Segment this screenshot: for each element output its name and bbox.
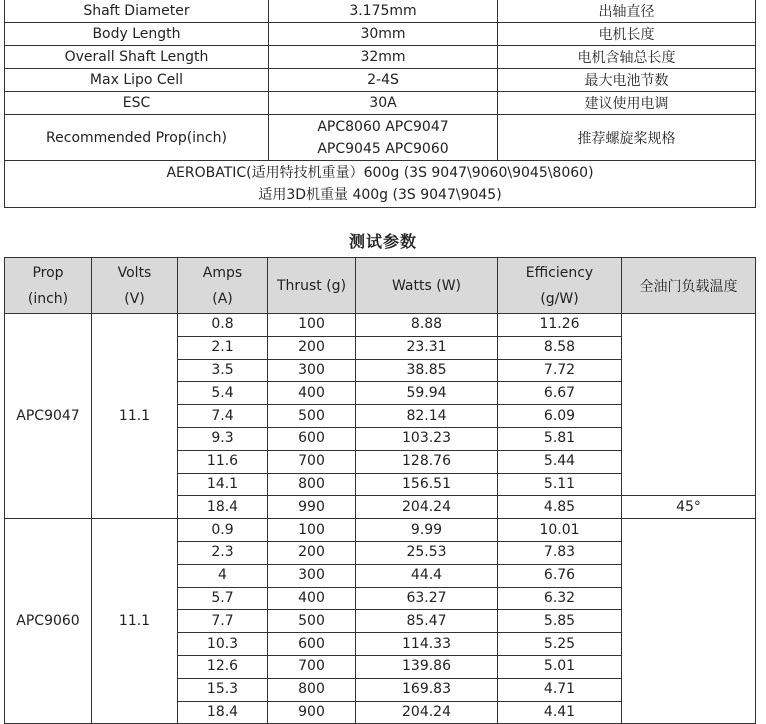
test-header-row xyxy=(5,258,756,314)
cell-efficiency: 4.71 xyxy=(498,678,622,701)
spec-row-aerobatic xyxy=(5,161,756,208)
cell-thrust: 100 xyxy=(268,314,356,337)
cell-efficiency: 10.01 xyxy=(498,519,622,542)
spec-label-cn: 推荐螺旋桨规格 xyxy=(498,115,756,161)
cell-efficiency: 5.85 xyxy=(498,610,622,633)
cell-temperature xyxy=(622,519,756,724)
cell-watts: 114.33 xyxy=(356,633,498,656)
cell-amps: 7.4 xyxy=(178,405,268,428)
cell-thrust: 300 xyxy=(268,564,356,587)
test-section-title: 测试参数 xyxy=(348,232,417,251)
cell-watts: 169.83 xyxy=(356,678,498,701)
cell-thrust: 800 xyxy=(268,678,356,701)
spec-row xyxy=(5,46,756,69)
cell-amps: 0.8 xyxy=(178,314,268,337)
cell-amps: 12.6 xyxy=(178,655,268,678)
cell-amps: 14.1 xyxy=(178,473,268,496)
header-volts: Volts (V) xyxy=(92,258,178,314)
spec-value: 30mm xyxy=(269,23,498,46)
spec-label-cn: 出轴直径 xyxy=(498,0,756,23)
cell-amps: 18.4 xyxy=(178,496,268,519)
cell-thrust: 100 xyxy=(268,519,356,542)
cell-watts: 82.14 xyxy=(356,405,498,428)
cell-watts: 23.31 xyxy=(356,336,498,359)
spec-label-en: Max Lipo Cell xyxy=(5,69,269,92)
cell-efficiency: 5.44 xyxy=(498,450,622,473)
cell-watts: 139.86 xyxy=(356,655,498,678)
cell-volts: 11.1 xyxy=(92,314,178,519)
cell-watts: 8.88 xyxy=(356,314,498,337)
cell-thrust: 400 xyxy=(268,587,356,610)
spec-label-en: Shaft Diameter xyxy=(5,0,269,23)
spec-label-cn: 最大电池节数 xyxy=(498,69,756,92)
spec-value: 30A xyxy=(269,92,498,115)
cell-thrust: 700 xyxy=(268,655,356,678)
cell-efficiency: 5.11 xyxy=(498,473,622,496)
cell-thrust: 600 xyxy=(268,427,356,450)
cell-efficiency: 5.01 xyxy=(498,655,622,678)
spec-label-cn: 电机长度 xyxy=(498,23,756,46)
cell-efficiency: 5.81 xyxy=(498,427,622,450)
header-temperature: 全油门负载温度 xyxy=(622,258,756,314)
header-watts: Watts (W) xyxy=(356,258,498,314)
cell-temperature-empty xyxy=(622,314,756,496)
cell-thrust: 500 xyxy=(268,610,356,633)
aerobatic-line-2: 适用3D机重量 400g (3S 9047\9045) xyxy=(258,187,502,203)
spec-row xyxy=(5,23,756,46)
aerobatic-line-1: AEROBATIC(适用特技机重量）600g (3S 9047\9060\9045\8060) xyxy=(166,165,594,181)
cell-watts: 38.85 xyxy=(356,359,498,382)
cell-efficiency: 8.58 xyxy=(498,336,622,359)
cell-efficiency: 4.85 xyxy=(498,496,622,519)
prop-line-1: APC8060 APC9047 xyxy=(317,118,449,135)
cell-amps: 7.7 xyxy=(178,610,268,633)
spec-label-cn: 建议使用电调 xyxy=(498,92,756,115)
test-table xyxy=(4,257,756,724)
cell-watts: 156.51 xyxy=(356,473,498,496)
cell-thrust: 600 xyxy=(268,633,356,656)
spec-label-en: Recommended Prop(inch) xyxy=(5,115,269,161)
cell-watts: 103.23 xyxy=(356,427,498,450)
spec-value: 32mm xyxy=(269,46,498,69)
cell-efficiency: 11.26 xyxy=(498,314,622,337)
test-body xyxy=(5,314,756,724)
cell-amps: 0.9 xyxy=(178,519,268,542)
cell-prop: APC9047 xyxy=(5,314,92,519)
spec-label-cn: 电机含轴总长度 xyxy=(498,46,756,69)
cell-watts: 59.94 xyxy=(356,382,498,405)
cell-thrust: 800 xyxy=(268,473,356,496)
spec-label-en: Body Length xyxy=(5,23,269,46)
cell-amps: 3.5 xyxy=(178,359,268,382)
spec-value: 2-4S xyxy=(269,69,498,92)
cell-amps: 2.3 xyxy=(178,541,268,564)
cell-amps: 11.6 xyxy=(178,450,268,473)
cell-watts: 85.47 xyxy=(356,610,498,633)
cell-efficiency: 5.25 xyxy=(498,633,622,656)
cell-efficiency: 6.32 xyxy=(498,587,622,610)
cell-thrust: 990 xyxy=(268,496,356,519)
header-efficiency: Efficiency (g/W) xyxy=(498,258,622,314)
cell-watts: 204.24 xyxy=(356,496,498,519)
cell-thrust: 400 xyxy=(268,382,356,405)
prop-line-2: APC9045 APC9060 xyxy=(317,140,449,157)
cell-watts: 204.24 xyxy=(356,701,498,724)
cell-thrust: 500 xyxy=(268,405,356,428)
cell-watts: 63.27 xyxy=(356,587,498,610)
cell-temperature: 45° xyxy=(622,496,756,519)
cell-efficiency: 4.41 xyxy=(498,701,622,724)
cell-amps: 18.4 xyxy=(178,701,268,724)
cell-thrust: 200 xyxy=(268,336,356,359)
cell-watts: 128.76 xyxy=(356,450,498,473)
cell-volts: 11.1 xyxy=(92,519,178,724)
aerobatic-note xyxy=(5,161,756,208)
cell-prop: APC9060 xyxy=(5,519,92,724)
cell-watts: 9.99 xyxy=(356,519,498,542)
cell-efficiency: 7.72 xyxy=(498,359,622,382)
cell-thrust: 300 xyxy=(268,359,356,382)
cell-thrust: 200 xyxy=(268,541,356,564)
cell-thrust: 700 xyxy=(268,450,356,473)
spec-value: 3.175mm xyxy=(269,0,498,23)
cell-amps: 9.3 xyxy=(178,427,268,450)
spec-table xyxy=(4,0,756,208)
table-row xyxy=(5,519,756,542)
spec-label-en: Overall Shaft Length xyxy=(5,46,269,69)
cell-amps: 2.1 xyxy=(178,336,268,359)
cell-amps: 5.4 xyxy=(178,382,268,405)
spec-row xyxy=(5,69,756,92)
cell-efficiency: 7.83 xyxy=(498,541,622,564)
cell-thrust: 900 xyxy=(268,701,356,724)
header-thrust: Thrust (g) xyxy=(268,258,356,314)
cell-amps: 5.7 xyxy=(178,587,268,610)
cell-amps: 4 xyxy=(178,564,268,587)
table-row xyxy=(5,314,756,337)
cell-watts: 25.53 xyxy=(356,541,498,564)
spec-row xyxy=(5,0,756,23)
cell-efficiency: 6.67 xyxy=(498,382,622,405)
cell-watts: 44.4 xyxy=(356,564,498,587)
spec-row xyxy=(5,92,756,115)
spec-value xyxy=(269,115,498,161)
header-amps: Amps (A) xyxy=(178,258,268,314)
cell-amps: 15.3 xyxy=(178,678,268,701)
header-prop: Prop (inch) xyxy=(5,258,92,314)
cell-efficiency: 6.09 xyxy=(498,405,622,428)
cell-efficiency: 6.76 xyxy=(498,564,622,587)
cell-amps: 10.3 xyxy=(178,633,268,656)
spec-row-prop xyxy=(5,115,756,161)
spec-label-en: ESC xyxy=(5,92,269,115)
